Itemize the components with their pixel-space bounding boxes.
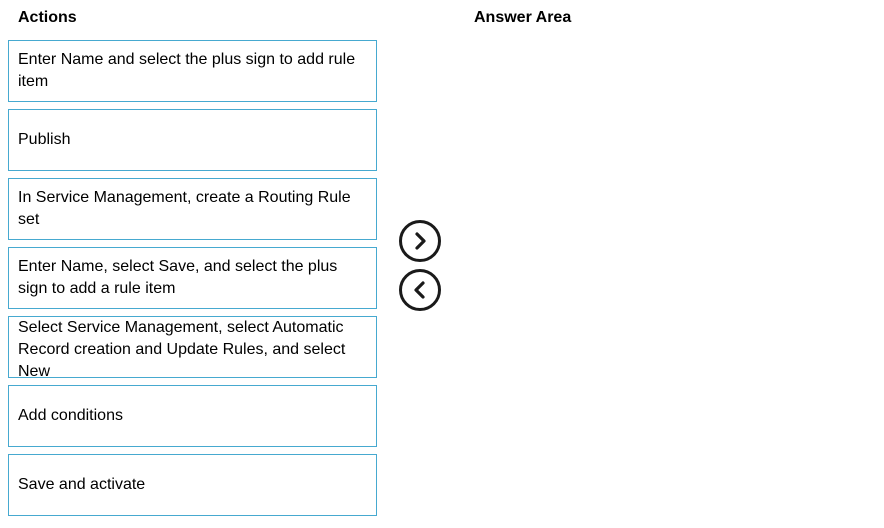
action-item-add-conditions[interactable]: [8, 385, 377, 447]
move-left-button[interactable]: [399, 269, 441, 311]
action-item-label: Enter Name, select Save, and select the plus sign to add a rule item: [18, 258, 338, 297]
answer-area-heading: Answer Area: [474, 9, 572, 26]
answer-area-dropzone[interactable]: [474, 40, 874, 520]
actions-heading: Actions: [18, 9, 77, 26]
action-item-enter-name-save-add-rule[interactable]: [8, 247, 377, 309]
action-item-label: Select Service Management, select Automatic Record creation and Update Rules, and select New: [18, 319, 346, 380]
action-item-select-service-management[interactable]: [8, 316, 377, 378]
action-item-label: Publish: [18, 131, 71, 148]
action-item-label: Enter Name and select the plus sign to add rule item: [18, 51, 356, 90]
chevron-left-icon: [409, 279, 431, 301]
action-item-label: Add conditions: [18, 407, 123, 424]
action-item-label: Save and activate: [18, 476, 146, 493]
action-item-create-routing-rule-set[interactable]: [8, 178, 377, 240]
chevron-right-icon: [409, 230, 431, 252]
action-item-publish[interactable]: [8, 109, 377, 171]
action-item-enter-name-add-rule[interactable]: [8, 40, 377, 102]
move-right-button[interactable]: [399, 220, 441, 262]
action-item-label: In Service Management, create a Routing Rule set: [18, 189, 351, 228]
action-item-save-and-activate[interactable]: [8, 454, 377, 516]
